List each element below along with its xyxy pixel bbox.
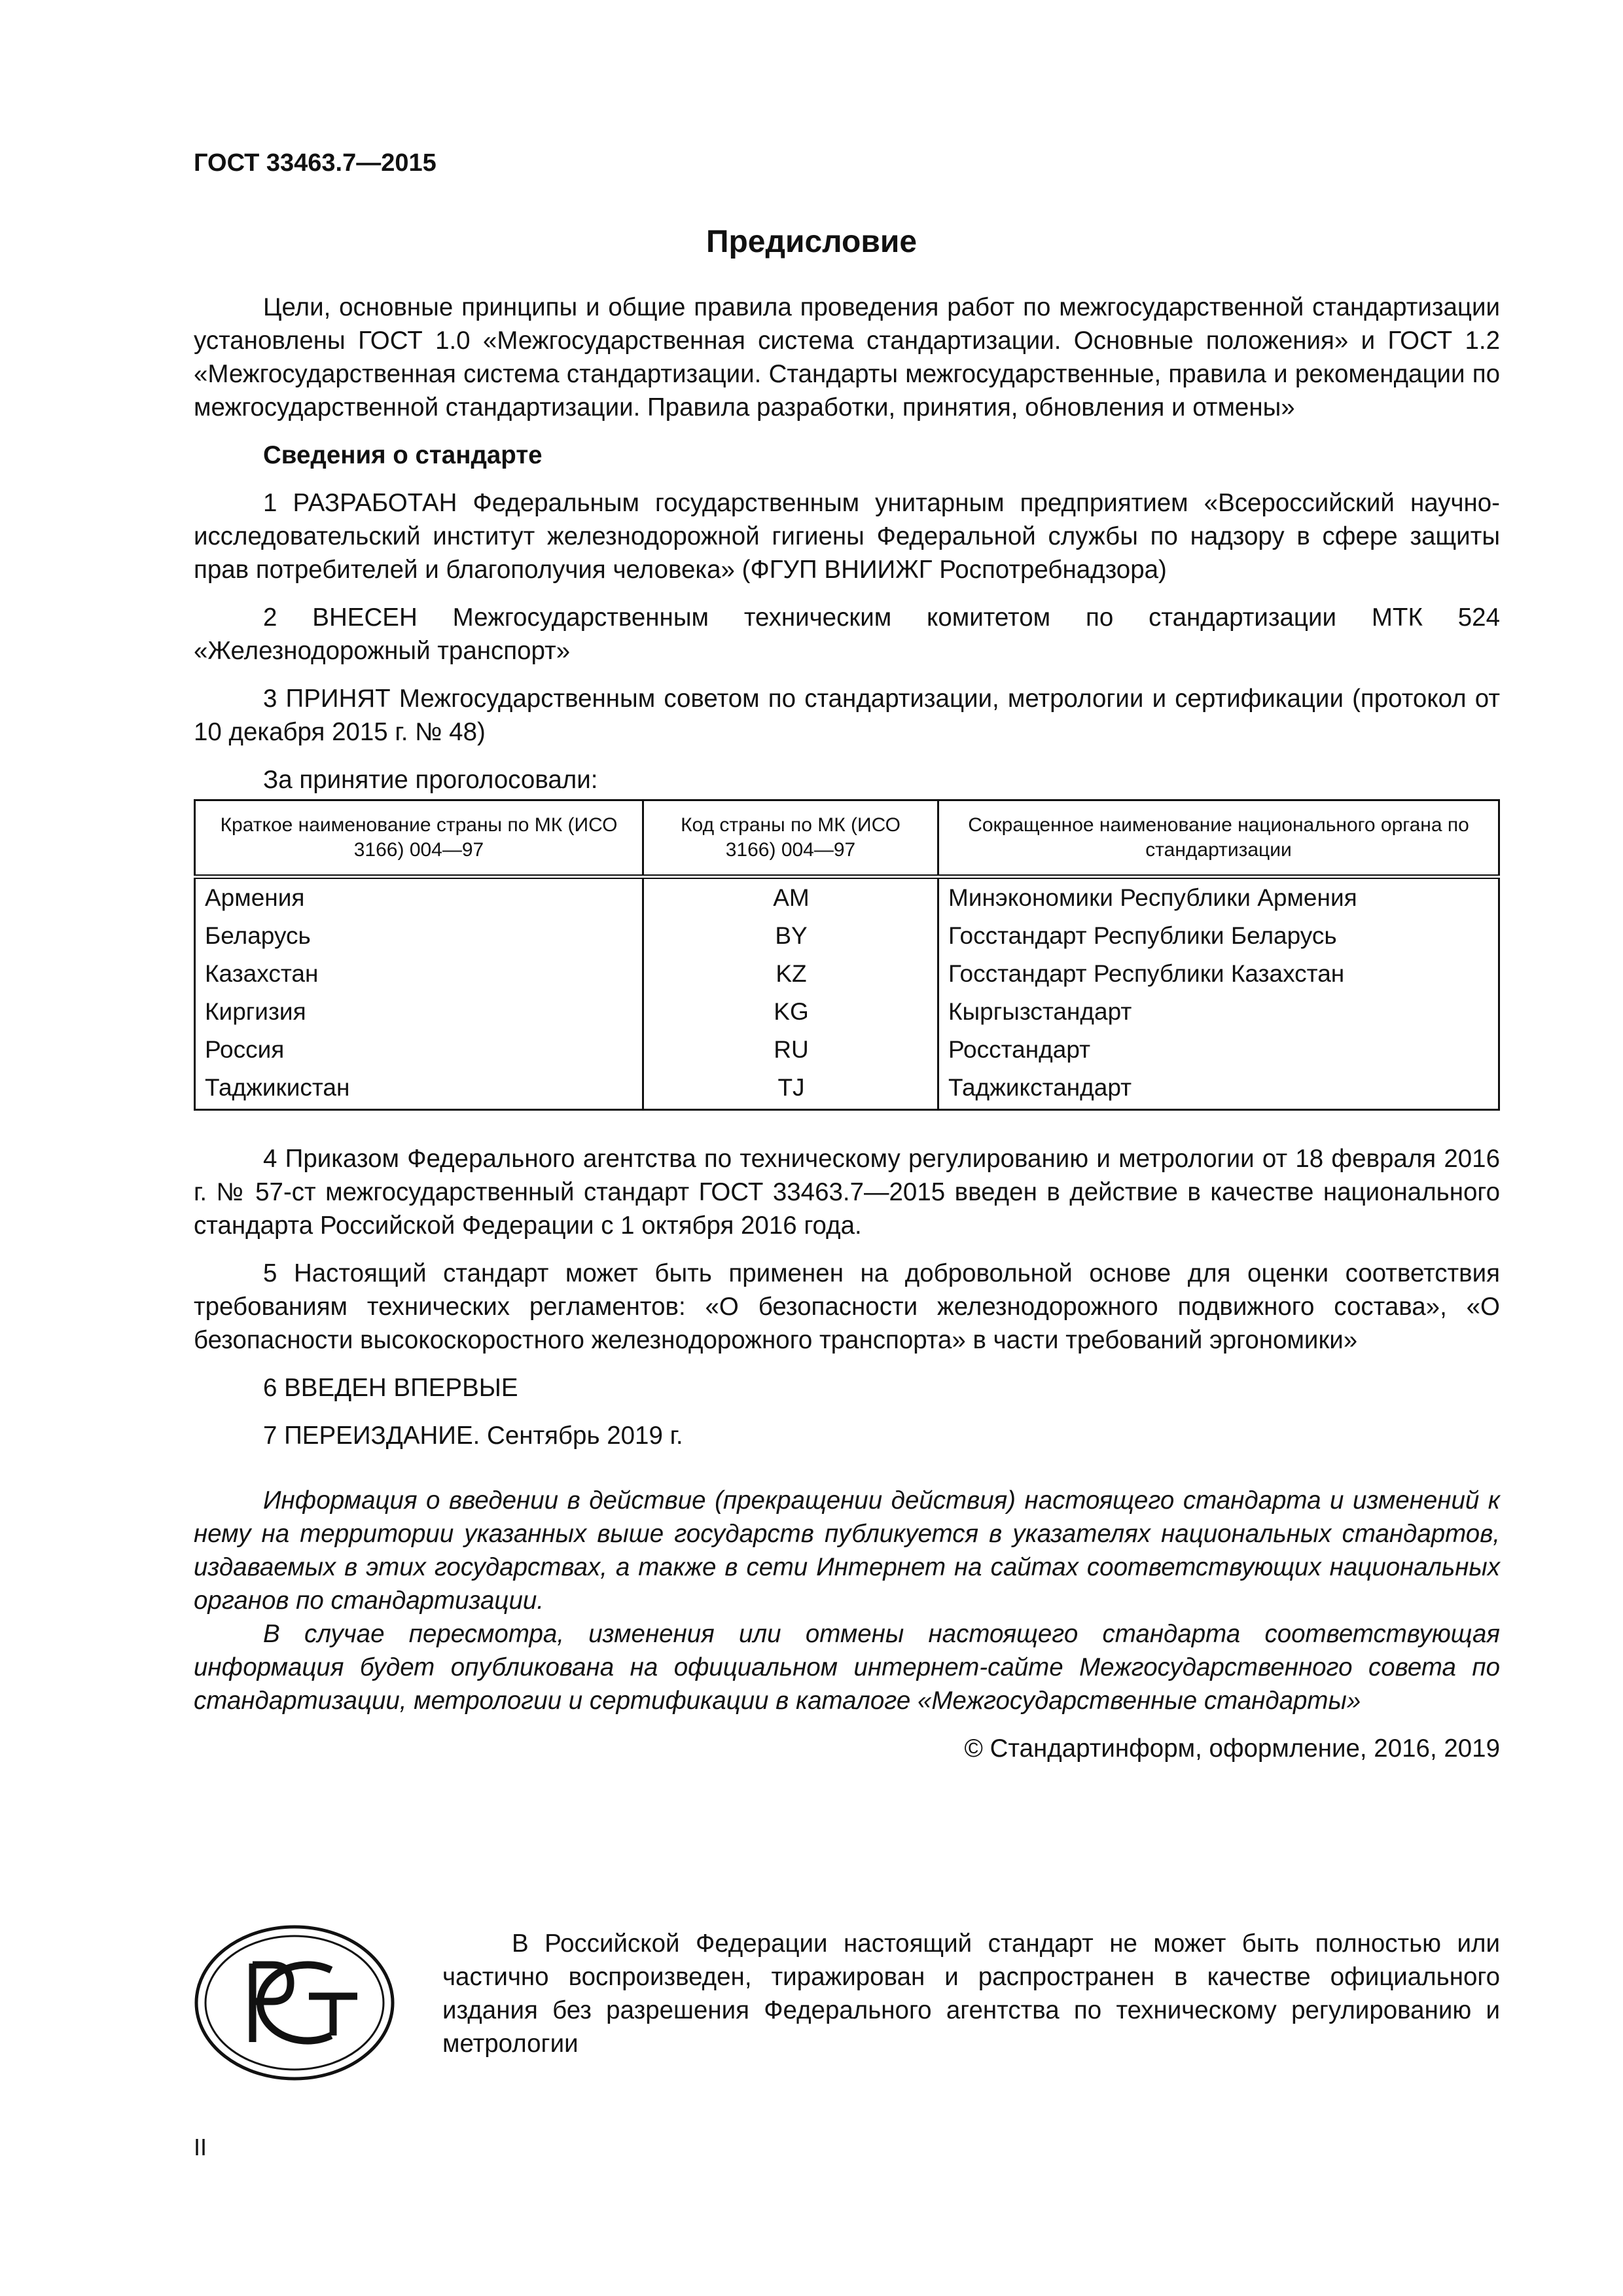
table-row [195, 1031, 1499, 1069]
table-header-row [195, 800, 1499, 877]
intro-paragraph: Цели, основные принципы и общие правила проведения работ по межгосударственной стандартизации установлены ГОСТ 1.0 «Межгосударственная система стандартизации. Основные положения» и ГОСТ 1.2 «Межгосударственная система стандартизации. Стандарты межгосударственные, правила и рекомендации по межгосударственной стандартизации. Правила разработки, принятия, обновления и отмены» [194, 293, 1500, 422]
votes-table [194, 799, 1500, 1111]
item-2: 2 ВНЕСЕН Межгосударственным техническим комитетом по стандартизации МТК 524 «Железнодорожный транспорт» [194, 603, 1500, 665]
copyright: © Стандартинформ, оформление, 2016, 2019 [964, 1734, 1500, 1763]
body-cell: Госстандарт Республики Казахстан [938, 955, 1499, 993]
country-cell: Беларусь [195, 917, 643, 955]
body-cell: Госстандарт Республики Беларусь [938, 917, 1499, 955]
header-body: Сокращенное наименование национального органа по стандартизации [938, 800, 1499, 877]
code-cell: RU [643, 1031, 938, 1069]
table-row [195, 917, 1499, 955]
table-row [195, 1069, 1499, 1110]
body-cell: Кыргызстандарт [938, 993, 1499, 1031]
note-info: Информация о введении в действие (прекращении действия) настоящего стандарта и изменений к нему на территории указанных выше государств публикуется в указателях национальных стандартов, издаваемых в этих государствах, а также в сети Интернет на сайтах соответствующих национальных органов по стандартизации. [194, 1486, 1500, 1615]
item-5: 5 Настоящий стандарт может быть применен на добровольной основе для оценки соответствия требованиям технических регламентов: «О безопасности железнодорожного подвижного состава», «О безопасности высокоскоростного железнодорожного транспорта» в части требований эргономики» [194, 1259, 1500, 1354]
copyright-notice: В Российской Федерации настоящий стандарт не может быть полностью или частично воспроизведен, тиражирован и распространен в качестве официального издания без разрешения Федерального агентства по техническому регулированию и метрологии [442, 1929, 1500, 2058]
body-cell: Росстандарт [938, 1031, 1499, 1069]
country-cell: Таджикистан [195, 1069, 643, 1110]
code-cell: TJ [643, 1069, 938, 1110]
foreword-body [194, 291, 1500, 1765]
page-title: Предисловие [705, 224, 918, 259]
table-row [195, 993, 1499, 1031]
item-3: 3 ПРИНЯТ Межгосударственным советом по стандартизации, метрологии и сертификации (протокол от 10 декабря 2015 г. № 48) [194, 685, 1500, 746]
body-cell: Таджикстандарт [938, 1069, 1499, 1110]
table-row [195, 877, 1499, 918]
item-7: 7 ПЕРЕИЗДАНИЕ. Сентябрь 2019 г. [263, 1422, 683, 1450]
table-row [195, 955, 1499, 993]
body-cell: Минэкономики Республики Армения [938, 877, 1499, 918]
code-cell: KZ [643, 955, 938, 993]
country-cell: Армения [195, 877, 643, 918]
item-4: 4 Приказом Федерального агентства по техническому регулированию и метрологии от 18 февраля 2016 г. № 57-ст межгосударственный стандарт ГОСТ 33463.7—2015 введен в действие в качестве национального стандарта Российской Федерации с 1 октября 2016 года. [194, 1145, 1500, 1240]
pct-logo [194, 1924, 395, 2081]
note-revision: В случае пересмотра, изменения или отмены настоящего стандарта соответствующая информация будет опубликована на официальном интернет-сайте Межгосударственного совета по стандартизации, метрологии и сертификации в каталоге «Межгосударственные стандарты» [194, 1620, 1500, 1715]
code-cell: AM [643, 877, 938, 918]
header-country: Краткое наименование страны по МК (ИСО 3166) 004—97 [195, 800, 643, 877]
code-cell: KG [643, 993, 938, 1031]
page-number: II [194, 2134, 207, 2161]
country-cell: Россия [195, 1031, 643, 1069]
votes-caption: За принятие проголосовали: [263, 766, 598, 794]
country-cell: Киргизия [195, 993, 643, 1031]
item-6: 6 ВВЕДЕН ВПЕРВЫЕ [263, 1374, 518, 1402]
header-code: Код страны по МК (ИСО 3166) 004—97 [643, 800, 938, 877]
info-heading: Сведения о стандарте [263, 441, 543, 469]
code-cell: BY [643, 917, 938, 955]
item-1: 1 РАЗРАБОТАН Федеральным государственным унитарным предприятием «Всероссийский научно-исследовательский институт железнодорожной гигиены Федеральной службы по надзору в сфере защиты прав потребителей и благополучия человека» (ФГУП ВНИИЖГ Роспотребнадзора) [194, 489, 1500, 584]
document-code: ГОСТ 33463.7—2015 [194, 149, 437, 177]
country-cell: Казахстан [195, 955, 643, 993]
